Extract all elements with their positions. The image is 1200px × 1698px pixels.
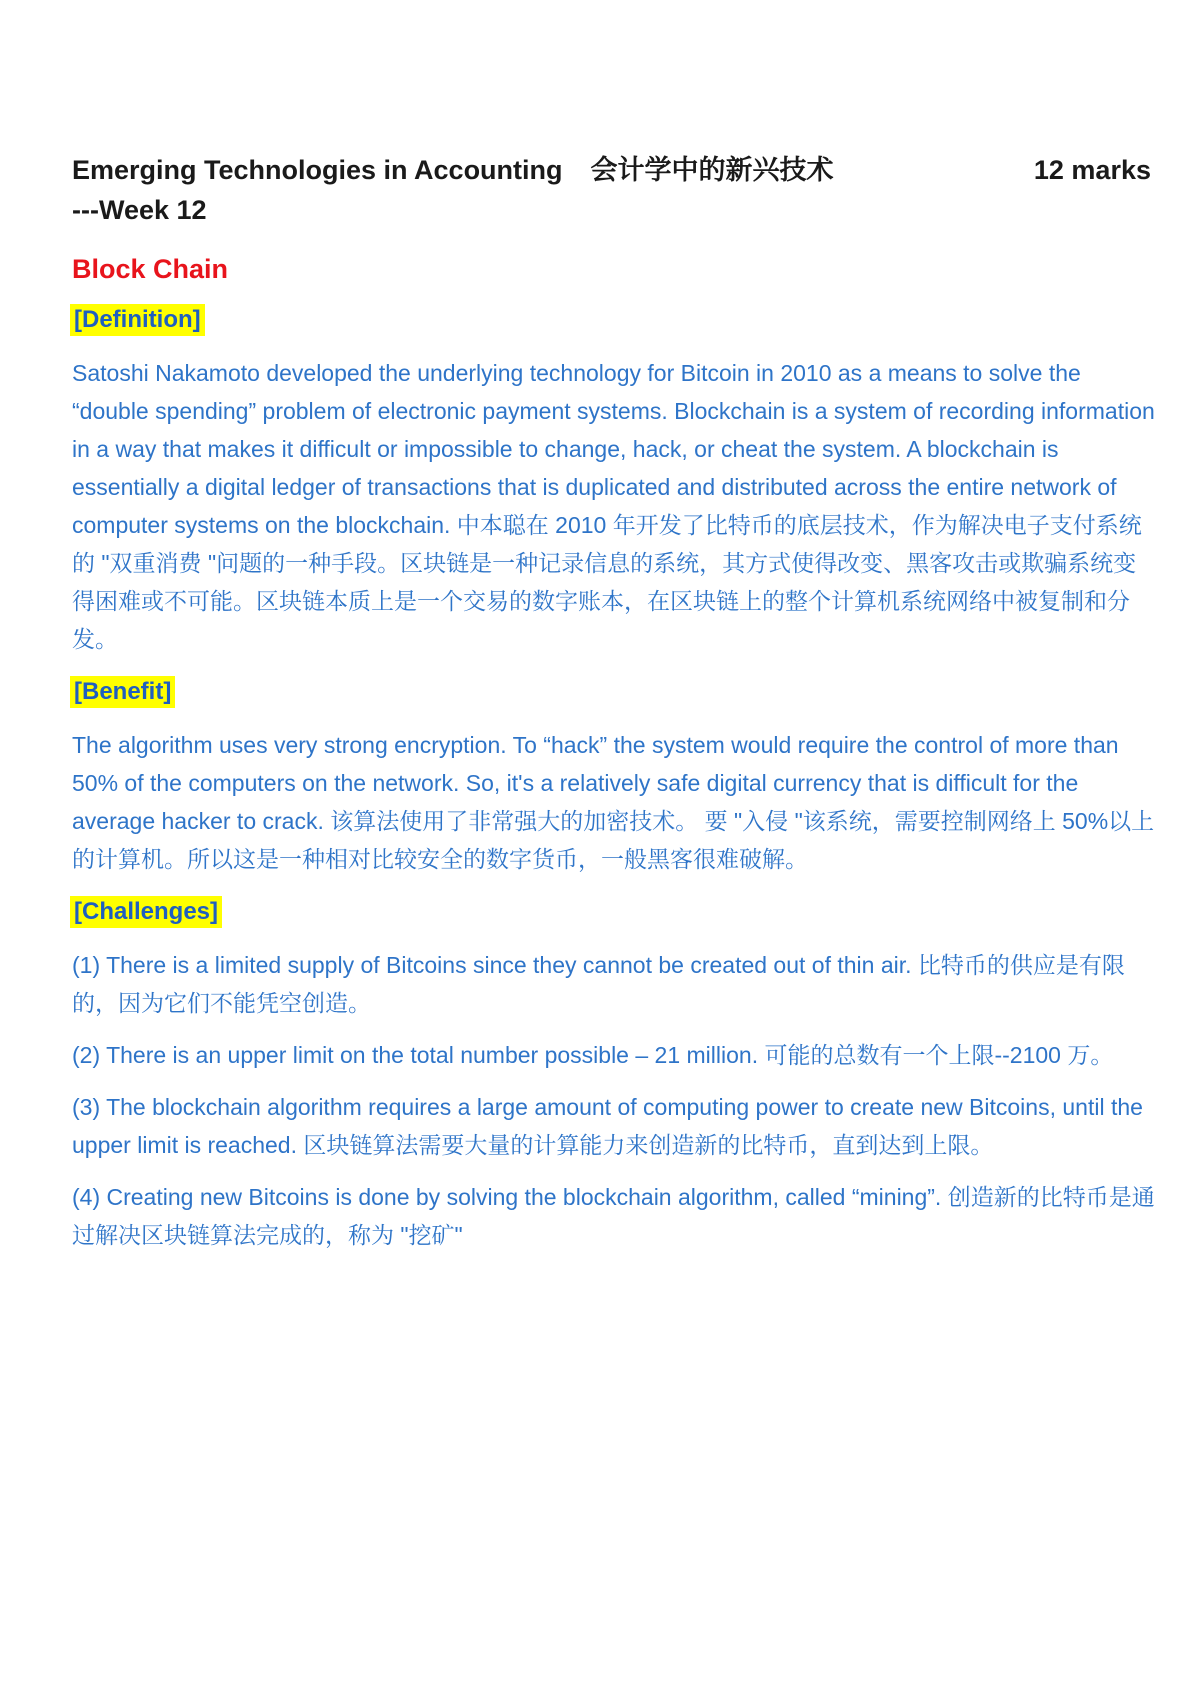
challenges-tag-line: [72, 896, 1157, 932]
definition-tag-line: [72, 304, 1157, 340]
document-content: [72, 150, 1157, 1254]
title-chinese: 会计学中的新兴技术: [590, 155, 834, 185]
section-title: Block Chain: [72, 254, 229, 284]
benefit-paragraph: The algorithm uses very strong encryption. To “hack” the system would require the control of more than 50% of the computers on the network. So, it's a relatively safe digital currency that is difficult for the average hacker to crack. 该算法使用了非常强大的加密技术。 要 "入侵 "该系统，需要控制网络上 50%以上的计算机。所以这是一种相对比较安全的数字货币，一般黑客很难破解。: [72, 732, 1155, 872]
title-english: Emerging Technologies in Accounting: [72, 155, 563, 185]
benefit-tag: [Benefit]: [70, 676, 175, 708]
week-label: ---Week 12: [72, 195, 207, 225]
challenge-item-2: (2) There is an upper limit on the total number possible – 21 million. 可能的总数有一个上限--2100 万。: [72, 1042, 1114, 1068]
document-title-line: [72, 150, 1157, 190]
definition-tag: [Definition]: [70, 304, 205, 336]
challenge-item-3: (3) The blockchain algorithm requires a large amount of computing power to create new Bitcoins, until the upper limit is reached. 区块链算法需要大量的计算能力来创造新的比特币，直到达到上限。: [72, 1094, 1143, 1158]
challenges-tag: [Challenges]: [70, 896, 222, 928]
challenge-item-1: (1) There is a limited supply of Bitcoins since they cannot be created out of thin air. 比特币的供应是有限的，因为它们不能凭空创造。: [72, 952, 1125, 1016]
challenge-item-4: (4) Creating new Bitcoins is done by solving the blockchain algorithm, called “mining”. 创造新的比特币是通过解决区块链算法完成的，称为 "挖矿": [72, 1184, 1155, 1248]
marks-label: 12 marks: [1033, 155, 1151, 185]
benefit-tag-line: [72, 676, 1157, 712]
definition-paragraph: Satoshi Nakamoto developed the underlying technology for Bitcoin in 2010 as a means to solve the “double spending” problem of electronic payment systems. Blockchain is a system of recording information in a way that makes it difficult or impossible to change, hack, or cheat the system. A blockchain is essentially a digital ledger of transactions that is duplicated and distributed across the entire network of computer systems on the blockchain. 中本聪在 2010 年开发了比特币的底层技术，作为解决电子支付系统的 "双重消费 "问题的一种手段。区块链是一种记录信息的系统，其方式使得改变、黑客攻击或欺骗系统变得困难或不可能。区块链本质上是一个交易的数字账本，在区块链上的整个计算机系统网络中被复制和分发。: [72, 360, 1155, 652]
